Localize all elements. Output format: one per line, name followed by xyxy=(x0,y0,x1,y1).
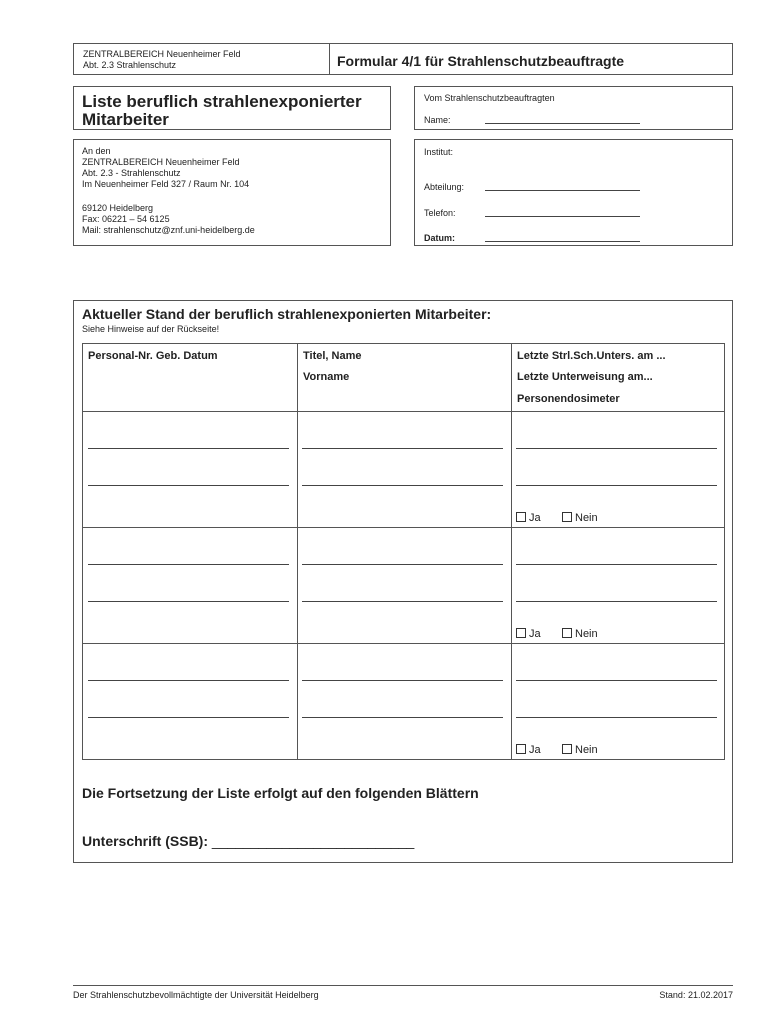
institut-label: Institut: xyxy=(424,147,454,157)
signature-row xyxy=(82,833,414,849)
row2-col2-field1[interactable] xyxy=(302,564,503,565)
row1-col1-field1[interactable] xyxy=(88,448,289,449)
row-divider xyxy=(83,643,724,644)
nein-label: Nein xyxy=(575,628,598,640)
list-title-box xyxy=(73,86,391,130)
main-heading: Aktueller Stand der beruflich strahlenexponierten Mitarbeiter: xyxy=(82,306,492,322)
footer-right: Stand: 21.02.2017 xyxy=(659,990,733,1000)
row2-col1-field2[interactable] xyxy=(88,601,289,602)
row3-col1-field1[interactable] xyxy=(88,680,289,681)
main-subheading: Siehe Hinweise auf der Rückseite! xyxy=(82,324,220,334)
checkbox-icon xyxy=(562,512,572,522)
row2-col2-field2[interactable] xyxy=(302,601,503,602)
address-line4: Im Neuenheimer Feld 327 / Raum Nr. 104 xyxy=(82,179,250,189)
row1-col3-field1[interactable] xyxy=(516,448,717,449)
institute-box xyxy=(414,139,733,246)
checkbox-icon xyxy=(562,628,572,638)
col3-header-line2: Letzte Unterweisung am... xyxy=(517,371,653,383)
col2-header-line2: Vorname xyxy=(303,371,350,383)
row1-col3-field2[interactable] xyxy=(516,485,717,486)
name-field[interactable] xyxy=(485,123,640,124)
row1-col2-field2[interactable] xyxy=(302,485,503,486)
row3-col2-field2[interactable] xyxy=(302,717,503,718)
employee-table xyxy=(82,343,725,760)
ja-label: Ja xyxy=(529,512,541,524)
row2-col3-field2[interactable] xyxy=(516,601,717,602)
row1-nein-checkbox[interactable] xyxy=(562,512,598,524)
footer-left: Der Strahlenschutzbevollmächtigte der Universität Heidelberg xyxy=(73,990,319,1000)
address-box xyxy=(73,139,391,246)
col3-header-line1: Letzte Strl.Sch.Unters. am ... xyxy=(517,350,666,362)
row1-col1-field2[interactable] xyxy=(88,485,289,486)
row2-col1-field1[interactable] xyxy=(88,564,289,565)
address-line6: Fax: 06221 – 54 6125 xyxy=(82,214,170,224)
row3-col1-field2[interactable] xyxy=(88,717,289,718)
row2-col3-field1[interactable] xyxy=(516,564,717,565)
datum-field[interactable] xyxy=(485,241,640,242)
checkbox-icon xyxy=(516,628,526,638)
address-line5: 69120 Heidelberg xyxy=(82,203,154,213)
header-org-box xyxy=(73,43,330,75)
row2-ja-checkbox[interactable] xyxy=(516,628,541,640)
row-divider xyxy=(83,411,724,412)
name-label: Name: xyxy=(424,115,451,125)
abteilung-field[interactable] xyxy=(485,190,640,191)
header-title-box xyxy=(329,43,733,75)
list-title-line1: Liste beruflich strahlenexponierter xyxy=(82,92,362,111)
nein-label: Nein xyxy=(575,512,598,524)
header-org-line2: Abt. 2.3 Strahlenschutz xyxy=(83,60,177,70)
row3-nein-checkbox[interactable] xyxy=(562,744,598,756)
row3-ja-checkbox[interactable] xyxy=(516,744,541,756)
row3-col3-field1[interactable] xyxy=(516,680,717,681)
col3-header-line3: Personendosimeter xyxy=(517,393,620,405)
telefon-label: Telefon: xyxy=(424,208,456,218)
address-line3: Abt. 2.3 - Strahlenschutz xyxy=(82,168,181,178)
row2-nein-checkbox[interactable] xyxy=(562,628,598,640)
address-line2: ZENTRALBEREICH Neuenheimer Feld xyxy=(82,157,240,167)
row1-col2-field1[interactable] xyxy=(302,448,503,449)
col1-header: Personal-Nr. Geb. Datum xyxy=(88,350,218,362)
from-box xyxy=(414,86,733,130)
row3-col3-field2[interactable] xyxy=(516,717,717,718)
signature-label: Unterschrift (SSB): xyxy=(82,833,209,849)
continuation-note: Die Fortsetzung der Liste erfolgt auf den folgenden Blättern xyxy=(82,785,479,801)
address-line1: An den xyxy=(82,146,111,156)
checkbox-icon xyxy=(516,512,526,522)
row-divider xyxy=(83,527,724,528)
ja-label: Ja xyxy=(529,628,541,640)
datum-label: Datum: xyxy=(424,233,455,243)
column-divider xyxy=(511,344,512,759)
col2-header-line1: Titel, Name xyxy=(303,350,362,362)
column-divider xyxy=(297,344,298,759)
row1-ja-checkbox[interactable] xyxy=(516,512,541,524)
main-box xyxy=(73,300,733,863)
abteilung-label: Abteilung: xyxy=(424,182,465,192)
address-line7: Mail: strahlenschutz@znf.uni-heidelberg.de xyxy=(82,225,255,235)
telefon-field[interactable] xyxy=(485,216,640,217)
header-org-line1: ZENTRALBEREICH Neuenheimer Feld xyxy=(83,49,241,59)
from-heading: Vom Strahlenschutzbeauftragten xyxy=(424,93,555,103)
checkbox-icon xyxy=(562,744,572,754)
form-title: Formular 4/1 für Strahlenschutzbeauftragte xyxy=(337,53,625,69)
footer-rule xyxy=(73,985,733,986)
list-title-line2: Mitarbeiter xyxy=(82,110,169,129)
row3-col2-field1[interactable] xyxy=(302,680,503,681)
signature-field[interactable]: __________________________ xyxy=(211,833,415,849)
checkbox-icon xyxy=(516,744,526,754)
ja-label: Ja xyxy=(529,744,541,756)
nein-label: Nein xyxy=(575,744,598,756)
